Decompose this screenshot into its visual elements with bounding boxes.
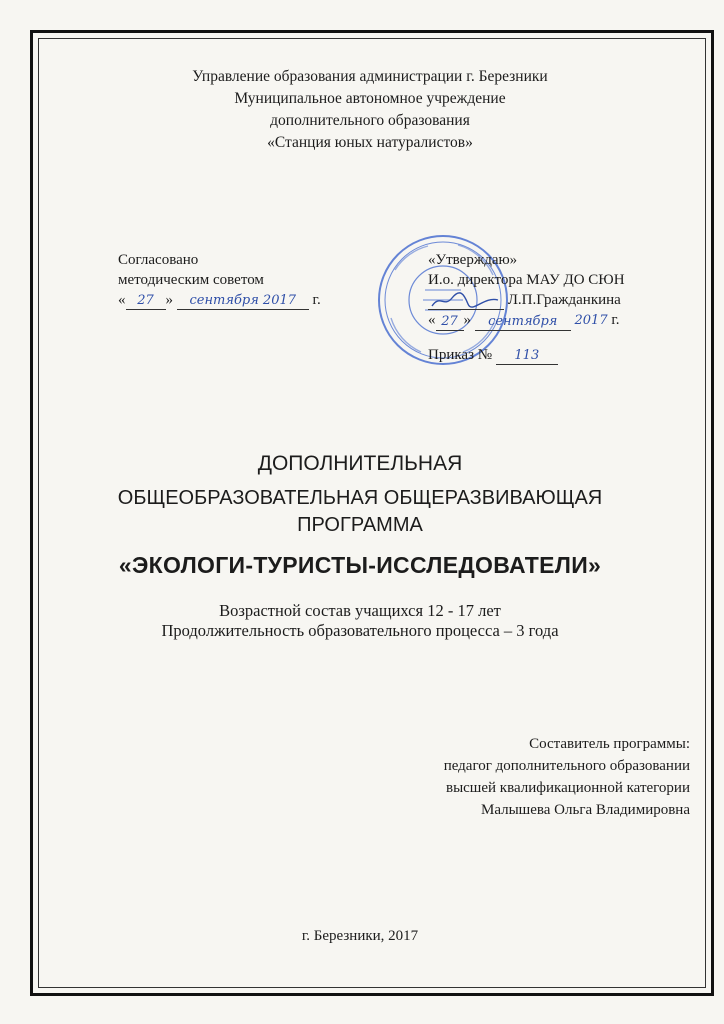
close-quote: »	[463, 312, 471, 328]
order-line	[428, 345, 688, 365]
author-position: педагог дополнительного образовании	[443, 758, 690, 774]
approval-day: 27	[436, 313, 464, 331]
approval-date	[428, 310, 688, 331]
age-range: Возрастной состав учащихся 12 - 17 лет	[219, 601, 501, 620]
author-category: высшей квалификационной категории	[445, 780, 690, 796]
approval-year: 2017	[574, 313, 608, 328]
order-label: Приказ №	[428, 347, 493, 363]
approval-month: сентября	[475, 313, 571, 331]
close-quote: »	[165, 292, 173, 308]
agreed-month: сентября 2017	[177, 292, 309, 310]
director-signature-line	[428, 290, 688, 310]
duration: Продолжительность образовательного процесса – 3 года	[161, 621, 559, 640]
approval-block	[428, 250, 688, 365]
order-number: 113	[496, 347, 558, 365]
open-quote: «	[428, 312, 436, 328]
program-info	[60, 601, 660, 641]
open-quote: «	[118, 292, 126, 308]
program-title: «ЭКОЛОГИ-ТУРИСТЫ-ИССЛЕДОВАТЕЛИ»	[118, 552, 602, 578]
agreed-date	[118, 290, 358, 310]
program-type-line: ОБЩЕОБРАЗОВАТЕЛЬНАЯ ОБЩЕРАЗВИВАЮЩАЯ	[117, 487, 603, 509]
agreed-title: Согласовано	[118, 252, 199, 268]
signature	[428, 292, 504, 310]
program-type-line: ПРОГРАММА	[297, 514, 423, 536]
signature-scribble	[428, 292, 504, 309]
institution-header	[80, 66, 660, 154]
agreed-day: 27	[126, 292, 166, 310]
agreed-block	[118, 250, 358, 310]
director-name: Л.П.Гражданкина	[507, 292, 621, 308]
program-type-line: ДОПОЛНИТЕЛЬНАЯ	[257, 452, 463, 475]
author-block	[330, 733, 690, 821]
author-label: Составитель программы:	[529, 736, 690, 752]
program-type	[60, 485, 660, 539]
agreed-by: методическим советом	[118, 272, 264, 288]
approval-title: «Утверждаю»	[428, 252, 518, 268]
header-line: Управление образования администрации г. Березники	[192, 68, 548, 85]
year-suffix: г.	[611, 312, 620, 328]
city-year: г. Березники, 2017	[301, 928, 419, 944]
header-line: дополнительного образования	[270, 112, 470, 129]
year-suffix: г.	[312, 292, 321, 308]
header-line: «Станция юных натуралистов»	[267, 134, 473, 151]
author-name: Малышева Ольга Владимировна	[480, 802, 690, 818]
director-position: И.о. директора МАУ ДО СЮН	[428, 272, 625, 288]
header-line: Муниципальное автономное учреждение	[234, 90, 506, 107]
